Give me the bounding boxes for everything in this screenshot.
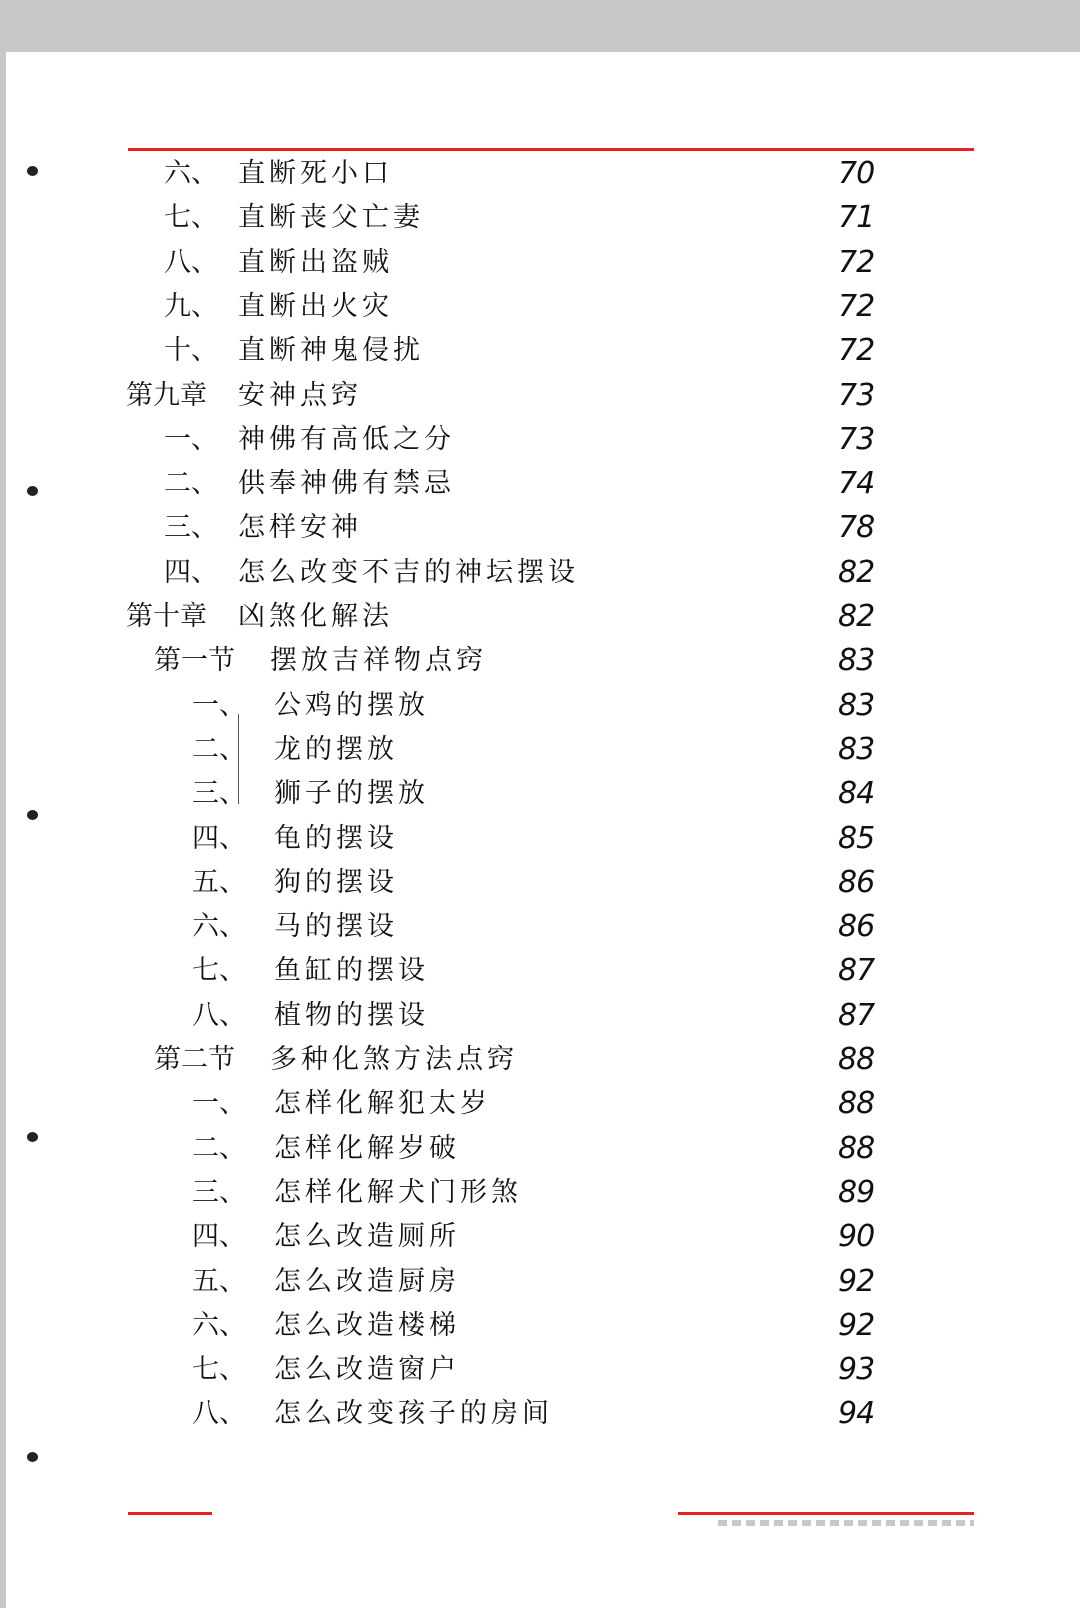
toc-entry-title: 凶煞化解法 <box>238 601 393 632</box>
dot-leader <box>499 641 828 681</box>
toc-entry-title: 龙的摆放 <box>274 734 398 765</box>
toc-item <box>164 154 888 194</box>
toc-entry-number: 二、 <box>192 1133 246 1164</box>
toc-item <box>192 774 888 814</box>
toc-entry-number: 四、 <box>192 1221 246 1252</box>
toc-page-number: 83 <box>838 732 875 767</box>
dot-leader <box>410 819 828 859</box>
toc-page-number: 72 <box>838 333 875 368</box>
toc-entry-number: 六、 <box>192 911 246 942</box>
toc-page-number: 84 <box>838 776 875 811</box>
toc-page-number: 83 <box>838 688 875 723</box>
toc-entry-number: 五、 <box>192 1266 246 1297</box>
toc-entry-title: 神佛有高低之分 <box>238 424 455 455</box>
toc-page-number: 93 <box>838 1352 875 1387</box>
toc-page-number: 82 <box>838 555 875 590</box>
dot-leader <box>405 243 828 283</box>
toc-entry-title: 植物的摆设 <box>274 1000 429 1031</box>
toc-entry-number: 三、 <box>164 512 218 543</box>
toc-item <box>192 996 888 1036</box>
toc-entry-number: 第九章 <box>126 380 207 411</box>
toc-entry-title: 公鸡的摆放 <box>274 690 429 721</box>
toc-entry-title: 怎样安神 <box>238 512 362 543</box>
toc-entry-title: 怎么改变孩子的房间 <box>274 1398 553 1429</box>
dot-leader <box>441 686 828 726</box>
toc-page-number: 73 <box>838 422 875 457</box>
toc-entry-number: 第二节 <box>154 1044 235 1075</box>
toc-entry-title: 直断死小口 <box>238 158 393 189</box>
toc-entry-number: 四、 <box>164 557 218 588</box>
toc-item <box>192 1350 888 1390</box>
toc-entry-title: 怎样化解岁破 <box>274 1133 460 1164</box>
dot-leader <box>503 1084 828 1124</box>
toc-entry-number: 八、 <box>192 1398 246 1429</box>
toc-entry-title: 怎么改造厕所 <box>274 1221 460 1252</box>
dot-leader <box>534 1173 828 1213</box>
toc-item <box>192 863 888 903</box>
toc-chapter <box>126 376 888 416</box>
toc-item <box>192 686 888 726</box>
dot-leader <box>405 597 828 637</box>
toc-entry-number: 八、 <box>192 1000 246 1031</box>
toc-entry-number: 九、 <box>164 291 218 322</box>
toc-page-number: 72 <box>838 289 875 324</box>
toc-entry-title: 怎样化解犬门形煞 <box>274 1177 522 1208</box>
toc-item <box>164 243 888 283</box>
toc-entry-title: 狮子的摆放 <box>274 778 429 809</box>
toc-item <box>192 730 888 770</box>
toc-page-number: 88 <box>838 1042 875 1077</box>
toc-page-number: 87 <box>838 953 875 988</box>
dot-leader <box>591 553 828 593</box>
toc-page-number: 88 <box>838 1131 875 1166</box>
toc-page-number: 88 <box>838 1086 875 1121</box>
dot-leader <box>441 774 828 814</box>
toc-item <box>192 1173 888 1213</box>
toc-page-number: 83 <box>838 643 875 678</box>
toc-page-number: 94 <box>838 1396 875 1431</box>
toc-item <box>164 198 888 238</box>
toc-item <box>164 464 888 504</box>
dot-leader <box>472 1129 828 1169</box>
toc-entry-title: 鱼缸的摆设 <box>274 955 429 986</box>
table-of-contents <box>6 52 1080 1608</box>
toc-entry-number: 一、 <box>192 1088 246 1119</box>
toc-entry-number: 第一节 <box>154 645 235 676</box>
toc-entry-number: 一、 <box>192 690 246 721</box>
toc-entry-title: 安神点窍 <box>238 380 362 411</box>
toc-item <box>192 1306 888 1346</box>
toc-entry-title: 怎么改变不吉的神坛摆设 <box>238 557 579 588</box>
toc-entry-number: 五、 <box>192 867 246 898</box>
toc-item <box>192 1217 888 1257</box>
document-page <box>6 52 1080 1608</box>
dot-leader <box>467 420 828 460</box>
toc-entry-title: 怎样化解犯太岁 <box>274 1088 491 1119</box>
toc-page-number: 78 <box>838 510 875 545</box>
dot-leader <box>441 996 828 1036</box>
dot-leader <box>441 951 828 991</box>
toc-section <box>154 1040 888 1080</box>
toc-page-number: 92 <box>838 1264 875 1299</box>
toc-page-number: 85 <box>838 821 875 856</box>
toc-page-number: 87 <box>838 998 875 1033</box>
toc-item <box>192 951 888 991</box>
toc-entry-title: 怎么改造窗户 <box>274 1354 460 1385</box>
toc-entry-number: 二、 <box>164 468 218 499</box>
toc-entry-title: 狗的摆设 <box>274 867 398 898</box>
toc-entry-title: 多种化煞方法点窍 <box>270 1044 518 1075</box>
toc-item <box>192 1129 888 1169</box>
toc-item <box>192 1394 888 1434</box>
toc-page-number: 89 <box>838 1175 875 1210</box>
dot-leader <box>374 508 828 548</box>
dot-leader <box>410 730 828 770</box>
toc-entry-number: 一、 <box>164 424 218 455</box>
toc-item <box>164 331 888 371</box>
toc-entry-number: 七、 <box>164 202 218 233</box>
toc-item <box>164 420 888 460</box>
toc-item <box>192 907 888 947</box>
dot-leader <box>410 907 828 947</box>
toc-entry-number: 六、 <box>164 158 218 189</box>
toc-entry-number: 三、 <box>192 1177 246 1208</box>
toc-entry-number: 三、 <box>192 778 246 809</box>
toc-entry-number: 第十章 <box>126 601 207 632</box>
toc-item <box>192 1262 888 1302</box>
toc-item <box>192 819 888 859</box>
toc-page-number: 71 <box>838 200 875 235</box>
toc-entry-number: 八、 <box>164 247 218 278</box>
toc-item <box>192 1084 888 1124</box>
toc-chapter <box>126 597 888 637</box>
toc-entry-title: 直断丧父亡妻 <box>238 202 424 233</box>
toc-entry-title: 龟的摆设 <box>274 823 398 854</box>
toc-entry-title: 供奉神佛有禁忌 <box>238 468 455 499</box>
toc-entry-title: 怎么改造楼梯 <box>274 1310 460 1341</box>
toc-item <box>164 508 888 548</box>
toc-entry-title: 直断出火灾 <box>238 291 393 322</box>
toc-page-number: 86 <box>838 865 875 900</box>
toc-page-number: 92 <box>838 1308 875 1343</box>
dot-leader <box>530 1040 828 1080</box>
dot-leader <box>472 1306 828 1346</box>
toc-entry-number: 四、 <box>192 823 246 854</box>
toc-entry-number: 六、 <box>192 1310 246 1341</box>
toc-page-number: 82 <box>838 599 875 634</box>
toc-section <box>154 641 888 681</box>
toc-entry-title: 马的摆设 <box>274 911 398 942</box>
dot-leader <box>410 863 828 903</box>
toc-entry-number: 七、 <box>192 1354 246 1385</box>
toc-entry-title: 直断神鬼侵扰 <box>238 335 424 366</box>
toc-page-number: 86 <box>838 909 875 944</box>
toc-entry-number: 十、 <box>164 335 218 366</box>
dot-leader <box>405 287 828 327</box>
dot-leader <box>565 1394 828 1434</box>
dot-leader <box>405 154 828 194</box>
dot-leader <box>472 1262 828 1302</box>
dot-leader <box>472 1350 828 1390</box>
dot-leader <box>374 376 828 416</box>
toc-page-number: 72 <box>838 245 875 280</box>
toc-page-number: 70 <box>838 156 875 191</box>
toc-item <box>164 287 888 327</box>
toc-item <box>164 553 888 593</box>
toc-entry-number: 二、 <box>192 734 246 765</box>
dot-leader <box>472 1217 828 1257</box>
dot-leader <box>436 331 828 371</box>
dot-leader <box>467 464 828 504</box>
toc-page-number: 73 <box>838 378 875 413</box>
toc-entry-title: 直断出盗贼 <box>238 247 393 278</box>
dot-leader <box>436 198 828 238</box>
toc-entry-title: 怎么改造厨房 <box>274 1266 460 1297</box>
toc-entry-title: 摆放吉祥物点窍 <box>270 645 487 676</box>
toc-page-number: 90 <box>838 1219 875 1254</box>
toc-page-number: 74 <box>838 466 875 501</box>
toc-entry-number: 七、 <box>192 955 246 986</box>
